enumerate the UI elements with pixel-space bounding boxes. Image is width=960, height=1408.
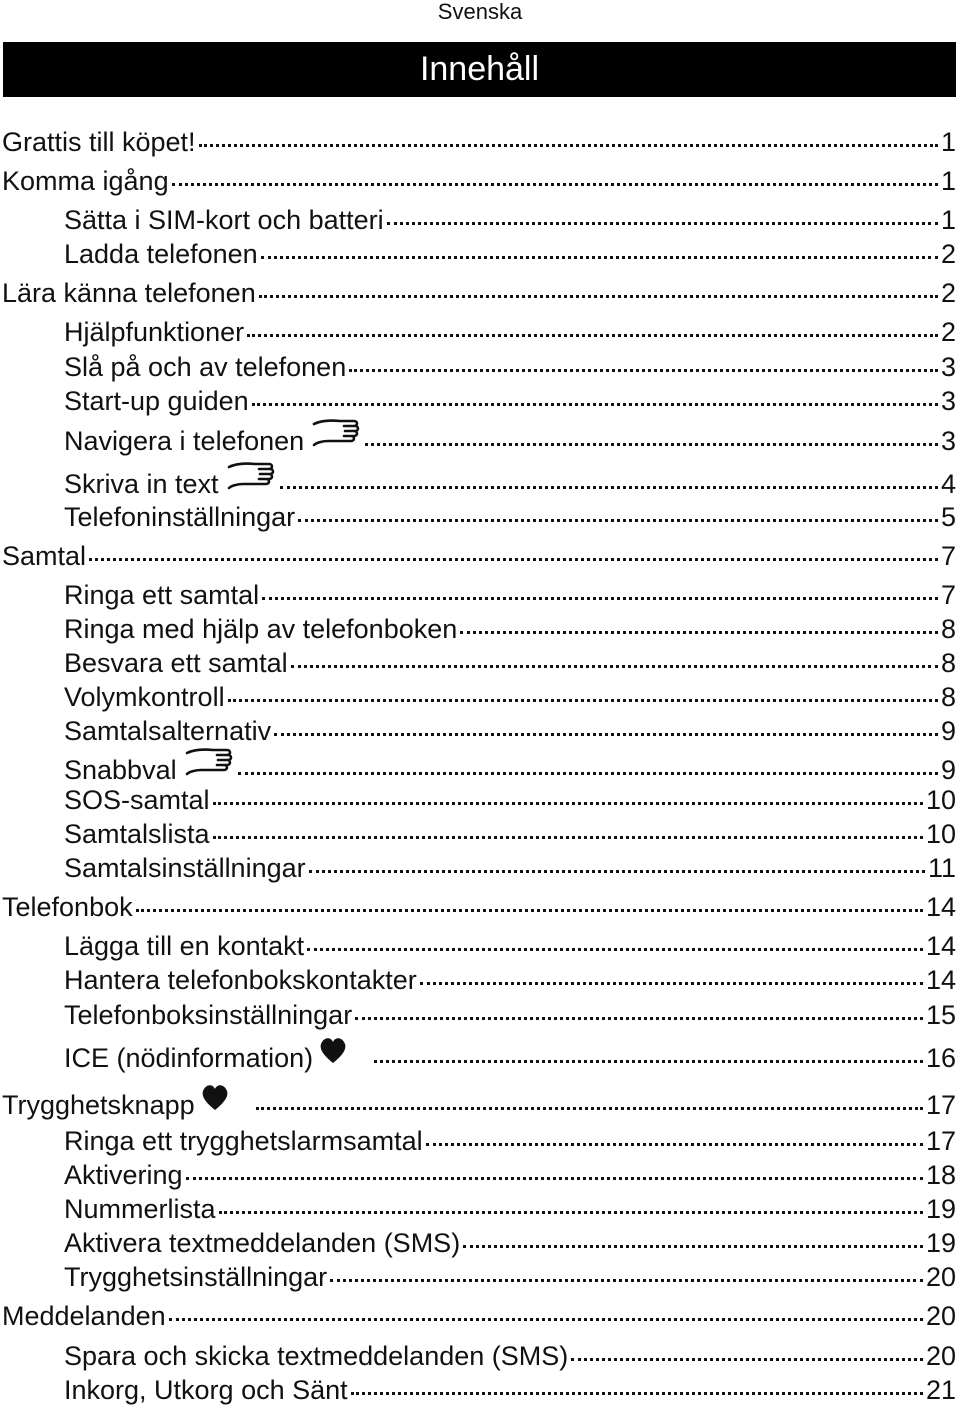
toc-entry-title: Komma igång: [2, 166, 169, 196]
toc-entry-title: Volymkontroll: [64, 682, 225, 712]
heart-icon: [201, 1082, 253, 1114]
dot-leader: [349, 349, 938, 376]
toc-entry-page: 18: [925, 1160, 956, 1190]
dot-leader: [298, 499, 938, 526]
toc-entry[interactable]: [0, 1298, 956, 1332]
toc-entry-page: 9: [940, 716, 956, 746]
toc-entry[interactable]: [0, 577, 956, 611]
dot-leader: [169, 1298, 923, 1325]
toc-entry-page: 20: [925, 1262, 956, 1292]
toc-entry-title: Samtalsalternativ: [64, 716, 272, 746]
toc-entry-page: 8: [940, 682, 956, 712]
toc-entry-title: Telefonboksinställningar: [64, 1000, 353, 1030]
toc-entry-page: 8: [940, 648, 956, 678]
toc-entry-page: 9: [940, 755, 956, 785]
toc-entry-title: Sätta i SIM-kort och batteri: [64, 205, 384, 235]
page-title: Innehåll: [3, 42, 956, 97]
dot-leader: [460, 611, 938, 638]
toc-entry-page: 20: [925, 1341, 956, 1371]
toc-entry[interactable]: [0, 962, 956, 996]
toc-entry[interactable]: [0, 461, 956, 500]
dot-leader: [355, 997, 923, 1024]
toc-entry-title: Telefoninställningar: [64, 502, 296, 532]
dot-leader: [309, 850, 925, 877]
toc-entry-page: 19: [925, 1194, 956, 1224]
toc-entry-page: 4: [940, 469, 956, 499]
toc-entry-title: Slå på och av telefonen: [64, 352, 347, 382]
toc-entry-page: 16: [925, 1043, 956, 1073]
toc-entry[interactable]: [0, 928, 956, 962]
toc-entry[interactable]: [0, 383, 956, 417]
toc-entry[interactable]: [0, 889, 956, 923]
dot-leader: [351, 1372, 923, 1399]
dot-leader: [374, 1040, 923, 1067]
toc-entry[interactable]: [0, 747, 956, 786]
toc-entry[interactable]: [0, 418, 956, 457]
toc-entry-page: 7: [940, 580, 956, 610]
toc-entry-title: Snabbval: [64, 755, 177, 785]
toc-entry-title: Lägga till en kontakt: [64, 931, 305, 961]
hand-icon: [183, 747, 235, 779]
toc-entry-page: 11: [927, 853, 956, 883]
toc-entry[interactable]: [0, 1191, 956, 1225]
dot-leader: [259, 275, 938, 302]
toc-entry-title: Trygghetsinställningar: [64, 1262, 328, 1292]
dot-leader: [330, 1259, 923, 1286]
toc-entry-title: Samtalslista: [64, 819, 210, 849]
toc-entry[interactable]: [0, 1338, 956, 1372]
toc-entry-title: Hjälpfunktioner: [64, 317, 245, 347]
dot-leader: [213, 782, 923, 809]
toc-entry-page: 5: [940, 502, 956, 532]
toc-entry-title: Nummerlista: [64, 1194, 216, 1224]
language-label: Svenska: [437, 0, 523, 24]
toc-entry-title: Skriva in text: [64, 469, 219, 499]
toc-entry[interactable]: [0, 1157, 956, 1191]
dot-leader: [463, 1225, 923, 1252]
toc-entry-page: 20: [925, 1301, 956, 1331]
toc-entry-title: Ringa ett trygghetslarmsamtal: [64, 1126, 423, 1156]
toc-entry[interactable]: [0, 499, 956, 533]
toc-entry-page: 21: [925, 1375, 956, 1405]
toc-entry-page: 14: [925, 931, 956, 961]
toc-entry-page: 2: [940, 239, 956, 269]
toc-entry-title: Trygghetsknapp: [2, 1090, 195, 1120]
dot-leader: [252, 383, 938, 410]
toc-entry-page: 19: [925, 1228, 956, 1258]
toc-entry-page: 2: [940, 278, 956, 308]
toc-entry[interactable]: [0, 1123, 956, 1157]
toc-entry-page: 17: [925, 1126, 956, 1156]
toc-entry-page: 17: [925, 1090, 956, 1120]
toc-entry[interactable]: [0, 997, 956, 1031]
toc-entry[interactable]: [0, 163, 956, 197]
dot-leader: [213, 816, 923, 843]
toc-entry-page: 15: [925, 1000, 956, 1030]
toc-entry-page: 3: [940, 352, 956, 382]
dot-leader: [172, 163, 938, 190]
toc-entry[interactable]: [0, 236, 956, 270]
toc-entry-page: 10: [925, 785, 956, 815]
dot-leader: [262, 577, 938, 604]
toc-entry-title: Navigera i telefonen: [64, 426, 305, 456]
toc-entry-page: 2: [940, 317, 956, 347]
toc-entry-title: Lära känna telefonen: [2, 278, 256, 308]
toc-entry[interactable]: [0, 611, 956, 645]
toc-entry[interactable]: [0, 314, 956, 348]
toc-entry[interactable]: [0, 1035, 956, 1074]
toc-entry-page: 14: [925, 965, 956, 995]
dot-leader: [365, 423, 938, 450]
toc-entry-title: Ladda telefonen: [64, 239, 258, 269]
toc-entry[interactable]: [0, 1082, 956, 1121]
toc-entry-title: Aktivering: [64, 1160, 183, 1190]
toc-entry[interactable]: [0, 645, 956, 679]
toc-entry-title: Samtalsinställningar: [64, 853, 306, 883]
dot-leader: [571, 1338, 923, 1365]
hand-icon: [310, 418, 362, 450]
dot-leader: [89, 538, 938, 565]
toc-entry-page: 8: [940, 614, 956, 644]
toc-entry[interactable]: [0, 124, 956, 158]
dot-leader: [280, 466, 938, 493]
dot-leader: [291, 645, 938, 672]
toc-entry-page: 10: [925, 819, 956, 849]
toc-entry-title: Meddelanden: [2, 1301, 166, 1331]
heart-icon: [319, 1035, 371, 1067]
toc-entry-title: ICE (nödinformation): [64, 1043, 314, 1073]
toc-entry-page: 1: [940, 166, 956, 196]
toc-entry-title: Spara och skicka textmeddelanden (SMS): [64, 1341, 569, 1371]
toc-entry[interactable]: [0, 850, 956, 884]
toc-entry-title: Ringa med hjälp av telefonboken: [64, 614, 458, 644]
toc-entry[interactable]: [0, 782, 956, 816]
dot-leader: [136, 889, 923, 916]
toc-entry[interactable]: [0, 538, 956, 572]
toc-entry[interactable]: [0, 202, 956, 236]
toc-entry-page: 1: [940, 205, 956, 235]
toc-entry[interactable]: [0, 1372, 956, 1406]
dot-leader: [219, 1191, 923, 1218]
dot-leader: [261, 236, 938, 263]
toc-entry[interactable]: [0, 679, 956, 713]
toc-entry-page: 3: [940, 386, 956, 416]
toc-entry[interactable]: [0, 275, 956, 309]
hand-icon: [225, 461, 277, 493]
toc-entry-title: Hantera telefonbokskontakter: [64, 965, 417, 995]
toc-entry[interactable]: [0, 1259, 956, 1293]
dot-leader: [238, 752, 938, 779]
dot-leader: [186, 1157, 923, 1184]
toc-entry-title: Aktivera textmeddelanden (SMS): [64, 1228, 461, 1258]
toc-entry-title: Telefonbok: [2, 892, 133, 922]
toc-entry-title: Start-up guiden: [64, 386, 249, 416]
toc-entry-title: Besvara ett samtal: [64, 648, 288, 678]
toc-entry-title: Ringa ett samtal: [64, 580, 260, 610]
dot-leader: [274, 713, 938, 740]
toc-entry-page: 1: [940, 127, 956, 157]
toc-entry-page: 3: [940, 426, 956, 456]
dot-leader: [307, 928, 923, 955]
toc-entry-page: 14: [925, 892, 956, 922]
toc-entry-title: Grattis till köpet!: [2, 127, 196, 157]
toc-entry[interactable]: [0, 349, 956, 383]
toc-entry-page: 7: [940, 541, 956, 571]
dot-leader: [426, 1123, 923, 1150]
dot-leader: [228, 679, 938, 706]
dot-leader: [420, 962, 923, 989]
dot-leader: [256, 1087, 923, 1114]
toc-entry-title: Samtal: [2, 541, 87, 571]
dot-leader: [387, 202, 938, 229]
toc-entry-title: Inkorg, Utkorg och Sänt: [64, 1375, 348, 1405]
dot-leader: [199, 124, 938, 151]
toc-entry[interactable]: [0, 1225, 956, 1259]
toc-entry[interactable]: [0, 816, 956, 850]
toc-entry[interactable]: [0, 713, 956, 747]
dot-leader: [247, 314, 938, 341]
toc-entry-title: SOS-samtal: [64, 785, 210, 815]
